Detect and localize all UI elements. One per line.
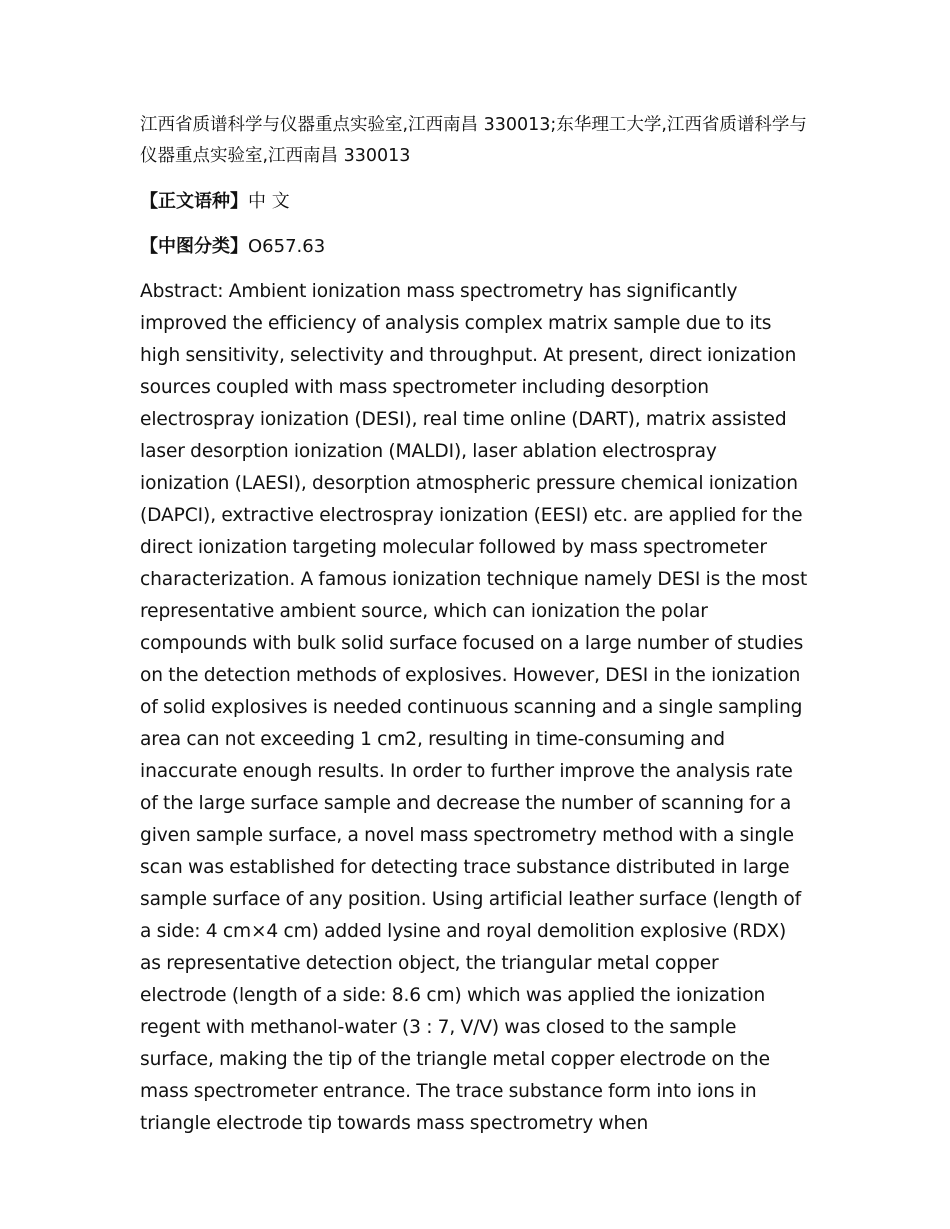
language-line (140, 186, 810, 217)
abstract-text: Abstract: Ambient ionization mass spectrometry has significantly improved the efficiency of analysis complex matrix sample due to its high sensitivity, selectivity and throughput. At present, direct ionization sources coupled with mass spectrometer including desorption electrospray ionization (DESI), real time online (DART), matrix assisted laser desorption ionization (MALDI), laser ablation electrospray ionization (LAESI), desorption atmospheric pressure chemical ionization (DAPCI), extractive electrospray ionization (EESI) etc. are applied for the direct ionization targeting molecular followed by mass spectrometer characterization. A famous ionization technique namely DESI is the most representative ambient source, which can ionization the polar compounds with bulk solid surface focused on a large number of studies on the detection methods of explosives. However, DESI in the ionization of solid explosives is needed continuous scanning and a single sampling area can not exceeding 1 cm2, resulting in time-consuming and inaccurate enough results. In order to further improve the analysis rate of the large surface sample and decrease the number of scanning for a given sample surface, a novel mass spectrometry method with a single scan was established for detecting trace substance distributed in large sample surface of any position. Using artificial leather surface (length of a side: 4 cm×4 cm) added lysine and royal demolition explosive (RDX) as representative detection object, the triangular metal copper electrode (length of a side: 8.6 cm) which was applied the ionization regent with methanol-water (3 : 7, V/V) was closed to the sample surface, making the tip of the triangle metal copper electrode on the mass spectrometer entrance. The trace substance form into ions in triangle electrode tip towards mass spectrometry when (140, 281, 808, 1134)
classification-label: 【中图分类】 (140, 236, 248, 257)
language-label: 【正文语种】 (140, 191, 248, 212)
classification-line (140, 231, 810, 262)
affiliation-text: 江西省质谱科学与仪器重点实验室,江西南昌 330013;东华理工大学,江西省质谱科学与仪器重点实验室,江西南昌 330013 (140, 115, 807, 166)
classification-value: O657.63 (248, 236, 326, 257)
language-value: 中 文 (248, 191, 290, 212)
document-page (140, 110, 810, 1140)
